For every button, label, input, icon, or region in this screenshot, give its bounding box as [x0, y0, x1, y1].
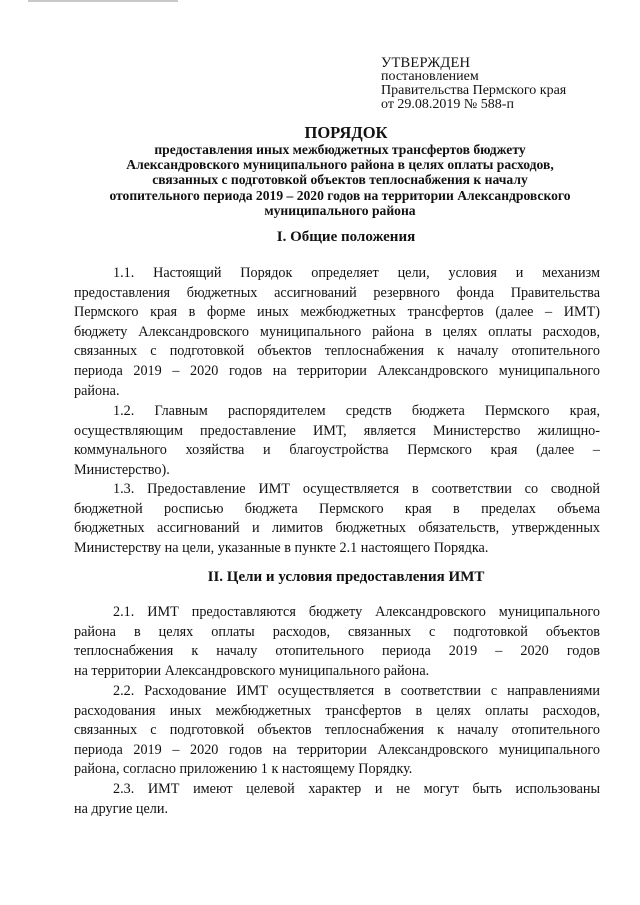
subtitle-line: предоставления иных межбюджетных трансфертов бюджету — [154, 142, 526, 157]
paragraph-1-2 — [74, 402, 600, 480]
paragraph-line: района, согласно приложению 1 к настоящему Порядку. — [74, 761, 413, 778]
paragraph-line: предоставления бюджетных ассигнований резервного фонда Правительства — [74, 284, 600, 301]
paragraph-line: периода 2019 – 2020 годов на территории Александровского муниципального — [74, 741, 600, 758]
paragraph-line: 2.3. ИМТ имеют целевой характер и не могут быть использованы — [113, 781, 600, 797]
section-heading: II. Цели и условия предоставления ИМТ — [207, 569, 485, 585]
paragraph-line: 2.1. ИМТ предоставляются бюджету Александровского муниципального — [113, 604, 600, 620]
paragraph-1-1 — [74, 264, 600, 401]
paragraph-line: связанных с подготовкой объектов теплоснабжения к началу отопительного — [74, 722, 600, 739]
scan-edge-line — [28, 0, 178, 2]
paragraph-line: теплоснабжения к началу отопительного периода 2019 – 2020 годов — [74, 643, 600, 660]
paragraph-line: 1.3. Предоставление ИМТ осуществляется в соответствии со сводной — [113, 481, 600, 497]
paragraph-2-1 — [74, 603, 600, 681]
section-heading: I. Общие положения — [276, 229, 416, 245]
paragraph-line: Пермского края в форме иных межбюджетных трансфертов (далее – ИМТ) — [74, 304, 600, 321]
paragraph-line: района. — [74, 382, 120, 399]
paragraph-line: 1.2. Главным распорядителем средств бюджета Пермского края, — [113, 403, 600, 419]
document-subtitle — [60, 142, 620, 218]
paragraph-2-2 — [74, 682, 600, 780]
paragraph-line: бюджетных ассигнований и лимитов бюджетных обязательств, утвержденных — [74, 520, 600, 537]
approval-line: постановлением — [381, 69, 479, 84]
paragraph-line: 2.2. Расходование ИМТ осуществляется в соответствии с направлениями — [113, 683, 600, 699]
paragraph-line: Министерство). — [74, 461, 170, 478]
paragraph-line: на территории Александровского муниципального района. — [74, 662, 430, 679]
subtitle-line: муниципального района — [264, 202, 416, 218]
document-title: ПОРЯДОК — [304, 123, 388, 142]
approval-line: Правительства Пермского края — [381, 83, 567, 98]
paragraph-line: 1.1. Настоящий Порядок определяет цели, условия и механизм — [113, 265, 600, 281]
paragraph-line: на другие цели. — [74, 800, 169, 817]
paragraph-line: бюджету Александровского муниципального района в целях оплаты расходов, — [74, 323, 600, 340]
subtitle-line: связанных с подготовкой объектов теплоснабжения к началу — [152, 172, 528, 188]
paragraph-line: бюджетной росписью бюджета Пермского края в пределах объема — [74, 500, 600, 517]
paragraph-line: осуществляющим предоставление ИМТ, является Министерство жилищно- — [74, 422, 600, 439]
subtitle-line: Александровского муниципального района в целях оплаты расходов, — [126, 157, 554, 173]
approval-stamp — [381, 56, 566, 112]
approval-line: от 29.08.2019 № 588-п — [381, 97, 514, 112]
paragraph-2-3 — [74, 780, 600, 819]
paragraph-line: Министерству на цели, указанные в пункте 2.1 настоящего Порядка. — [74, 539, 489, 556]
paragraph-1-3 — [74, 480, 600, 558]
paragraph-line: расходования иных межбюджетных трансфертов в целях оплаты расходов, — [74, 702, 600, 719]
paragraph-line: периода 2019 – 2020 годов на территории Александровского муниципального — [74, 362, 600, 379]
approval-heading: УТВЕРЖДЕН — [381, 55, 471, 71]
paragraph-line: коммунального хозяйства и благоустройства Пермского края (далее – — [74, 442, 600, 459]
subtitle-line: отопительного периода 2019 – 2020 годов на территории Александровского — [109, 187, 571, 203]
paragraph-line: района в целях оплаты расходов, связанных с подготовкой объектов — [74, 623, 600, 640]
paragraph-line: связанных с подготовкой объектов теплоснабжения к началу отопительного — [74, 343, 600, 360]
